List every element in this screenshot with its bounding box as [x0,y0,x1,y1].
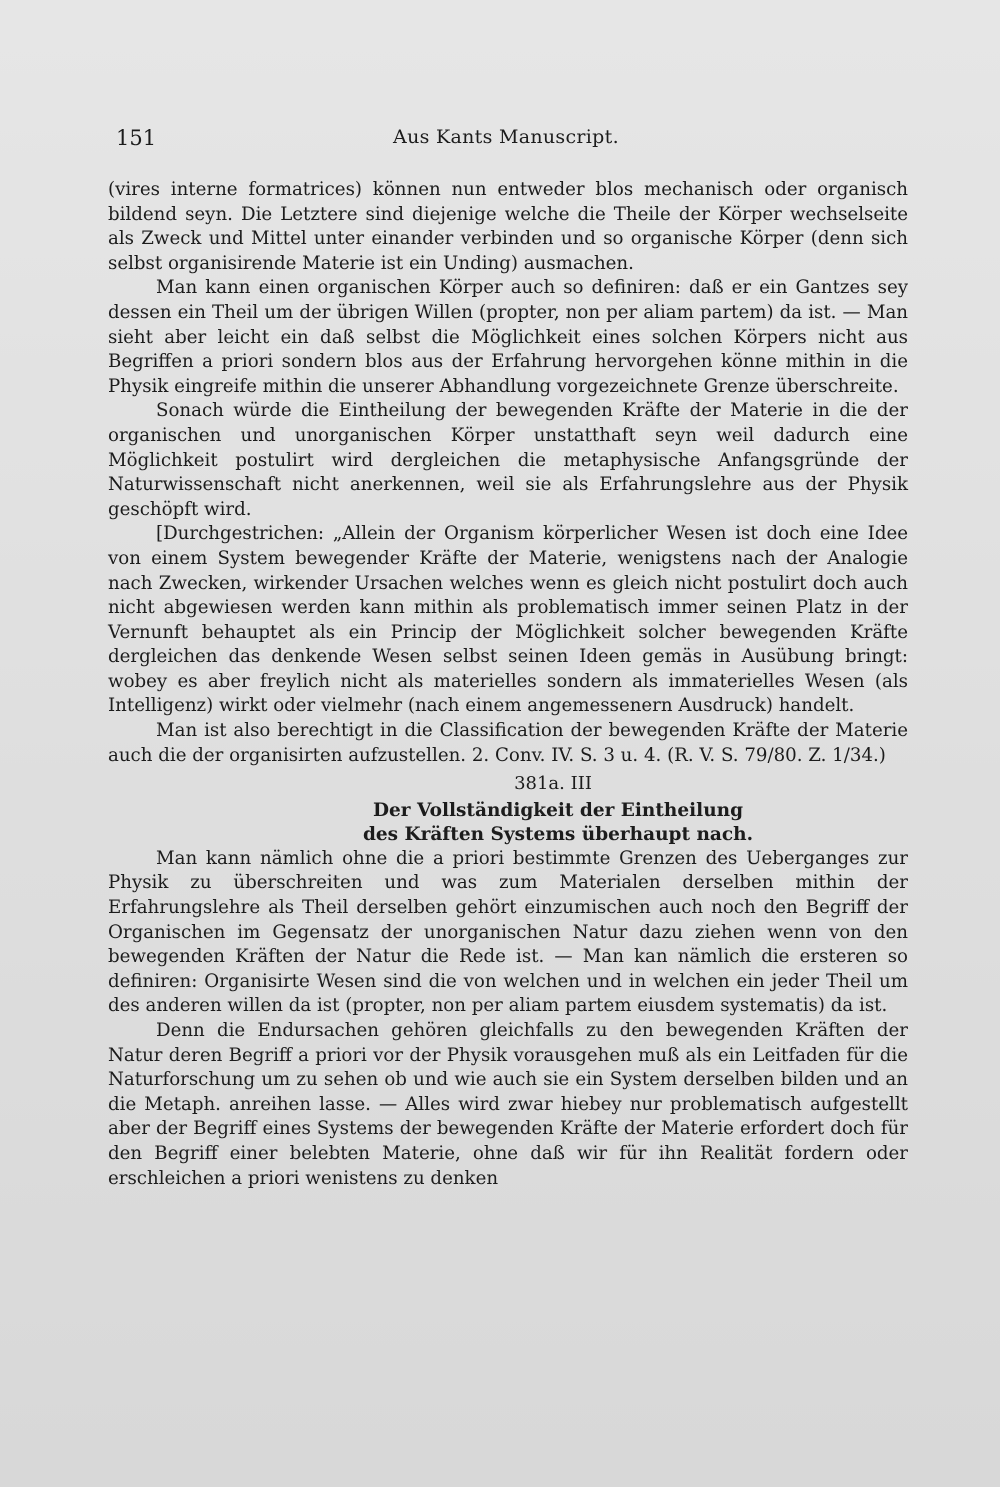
page-number: 151 [116,126,157,150]
section-number: 381a. III [514,773,592,795]
paragraph: Sonach würde die Eintheilung der bewegenden Kräfte der Materie in die der organischen und unorganischen Körper unstatthaft seyn weil dadurch eine Möglichkeit postulirt wird dergleichen die metaphysische Anfangsgründe der Naturwissenschaft nicht anerkennen, weil sie als Erfahrungslehre aus der Physik geschöpft wird. [108,400,908,520]
struck-passage: [Durchgestrichen: „Allein der Organism körperlicher Wesen ist doch eine Idee von einem System bewegender Kräfte der Materie, wenigstens nach der Analogie nach Zwecken, wirkender Ursachen welches wenn es gleich nicht postulirt doch auch nicht abgewiesen werden kann mithin als problematisch immer seinen Platz in der Vernunft behauptet als ein Princip der Möglichkeit solcher bewegenden Kräfte dergleichen das denkende Wesen selbst seinen Ideen gemäs in Ausübung bringt: wobey es aber freylich nicht als materielles sondern als immaterielles Wesen (als Intelligenz) wirkt oder vielmehr (nach einem angemessenern Ausdruck) handelt. [108,523,908,717]
section-title-line-1: Der Vollständigkeit der Eintheilung [372,799,744,821]
paragraph: Man kann einen organischen Körper auch so definiren: daß er ein Gantzes sey dessen ein Theil um der übrigen Willen (propter, non per aliam partem) da ist. — Man sieht aber leicht ein daß selbst die Möglichkeit eines solchen Körpers nicht aus Begriffen a priori sondern blos aus der Erfahrung hervorgehen könne mithin in die Physik eingreife mithin die unserer Abhandlung vorgezeichnete Grenze überschreite. [108,277,908,397]
paragraph: Denn die Endursachen gehören gleichfalls zu den bewegenden Kräften der Natur deren Begriff a priori vor der Physik vorausgehen muß als ein Leitfaden für die Naturforschung um zu sehen ob und wie auch sie ein System derselben bilden und an die Metaph. anreihen lasse. — Alles wird zwar hiebey nur problematisch aufgestellt aber der Begriff eines Systems der bewegenden Kräfte der Materie erfordert doch für den Begriff einer belebten Materie, ohne daß wir für ihn Realität fordern oder erschleichen a priori wenistens zu denken [108,1020,908,1189]
paragraph: Man ist also berechtigt in die Classification der bewegenden Kräfte der Materie auch die der organisirten aufzustellen. 2. Conv. IV. S. 3 u. 4. (R. V. S. 79/80. Z. 1/34.) [108,720,908,766]
running-title: Aus Kants Manuscript. [393,126,619,148]
page-body [108,178,908,1191]
paragraph: (vires interne formatrices) können nun entweder blos mechanisch oder organisch bildend seyn. Die Letztere sind diejenige welche die Theile der Körper wechselseite als Zweck und Mittel unter einander verbinden und so organische Körper (denn sich selbst organisirende Materie ist ein Unding) ausmachen. [108,179,908,274]
paragraph: Man kann nämlich ohne die a priori bestimmte Grenzen des Ueberganges zur Physik zu überschreiten und was zum Materialen derselben mithin der Erfahrungslehre als Theil derselben gehört einzumischen auch noch den Begriff der Organischen im Gegensatz der unorganischen Natur dazu ziehen wenn von den bewegenden Kräften der Natur die Rede ist. — Man kan nämlich die ersteren so definiren: Organisirte Wesen sind die von welchen und in welchen ein jeder Theil um des anderen willen da ist (propter, non per aliam partem eiusdem systematis) da ist. [108,847,908,1017]
section-title-line-2: des Kräften Systems überhaupt nach. [362,823,754,845]
